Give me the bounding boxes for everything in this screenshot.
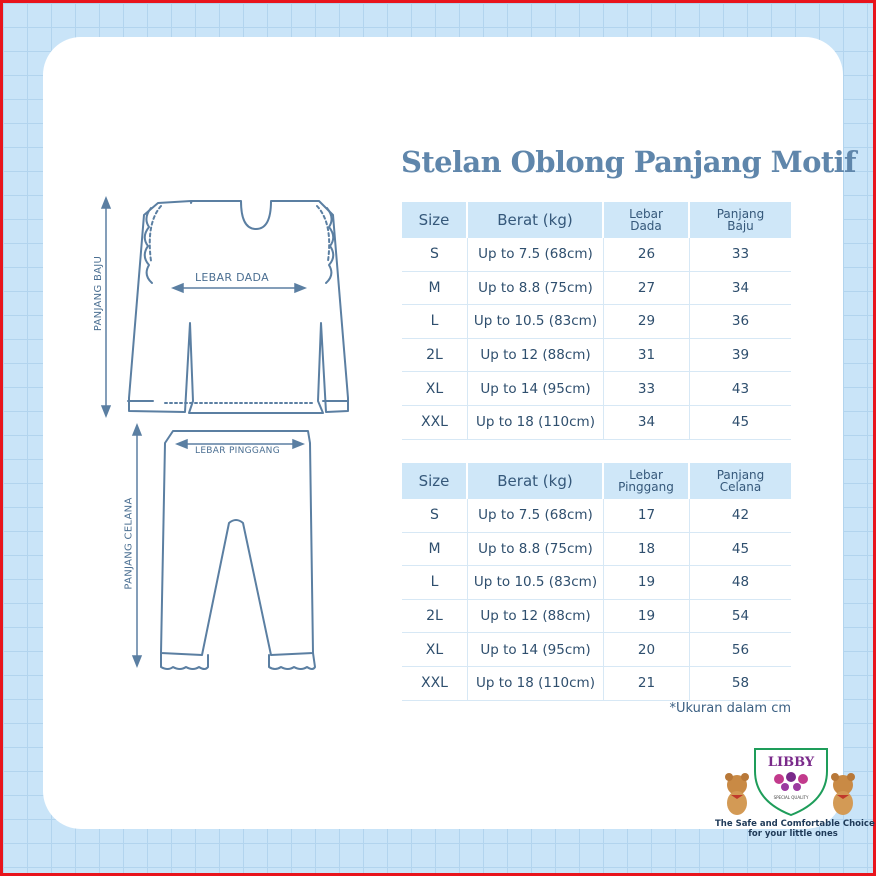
table-cell: 18 <box>604 533 690 567</box>
table-cell: 58 <box>690 667 791 701</box>
table-cell: 33 <box>604 372 690 406</box>
brand-name: LIBBY <box>767 755 815 770</box>
table-cell: 36 <box>690 305 791 339</box>
lebar-pinggang-label: LEBAR PINGGANG <box>195 446 280 456</box>
table-cell: Up to 7.5 (68cm) <box>468 499 604 533</box>
table-cell: 21 <box>604 667 690 701</box>
table-cell: 19 <box>604 600 690 634</box>
table-cell: 43 <box>690 372 791 406</box>
table-cell: S <box>402 499 468 533</box>
column-header: Lebar Dada <box>604 202 690 238</box>
unit-note: *Ukuran dalam cm <box>669 701 791 716</box>
pants-size-table <box>402 463 791 701</box>
table-cell: 33 <box>690 238 791 272</box>
table-cell: M <box>402 533 468 567</box>
table-row <box>402 372 791 406</box>
column-header: Panjang Baju <box>690 202 791 238</box>
table-header-row <box>402 463 791 499</box>
table-cell: Up to 14 (95cm) <box>468 372 604 406</box>
libby-logo-mark <box>715 743 871 819</box>
table-cell: Up to 12 (88cm) <box>468 600 604 634</box>
table-row <box>402 272 791 306</box>
table-cell: 17 <box>604 499 690 533</box>
table-row <box>402 406 791 440</box>
table-cell: Up to 18 (110cm) <box>468 667 604 701</box>
table-cell: Up to 18 (110cm) <box>468 406 604 440</box>
table-cell: 2L <box>402 339 468 373</box>
table-row <box>402 566 791 600</box>
table-cell: S <box>402 238 468 272</box>
panjang-baju-label: PANJANG BAJU <box>93 255 105 332</box>
table-cell: L <box>402 305 468 339</box>
table-cell: 34 <box>604 406 690 440</box>
table-cell: XXL <box>402 667 468 701</box>
table-cell: XL <box>402 372 468 406</box>
panjang-celana-label: PANJANG CELANA <box>123 497 135 590</box>
table-cell: Up to 8.8 (75cm) <box>468 272 604 306</box>
table-cell: Up to 10.5 (83cm) <box>468 566 604 600</box>
table-cell: 54 <box>690 600 791 634</box>
table-header-row <box>402 202 791 238</box>
table-cell: 27 <box>604 272 690 306</box>
table-cell: 39 <box>690 339 791 373</box>
table-row <box>402 305 791 339</box>
brand-tagline-2: for your little ones <box>748 829 838 839</box>
table-cell: Up to 7.5 (68cm) <box>468 238 604 272</box>
table-cell: 2L <box>402 600 468 634</box>
table-cell: XXL <box>402 406 468 440</box>
bear-right-icon <box>831 773 855 815</box>
table-cell: 42 <box>690 499 791 533</box>
lebar-dada-label: LEBAR DADA <box>195 271 269 284</box>
brand-logo <box>715 743 875 853</box>
table-cell: 29 <box>604 305 690 339</box>
table-cell: 34 <box>690 272 791 306</box>
table-cell: 45 <box>690 533 791 567</box>
column-header: Lebar Pinggang <box>604 463 690 499</box>
table-row <box>402 238 791 272</box>
table-cell: 45 <box>690 406 791 440</box>
table-cell: Up to 8.8 (75cm) <box>468 533 604 567</box>
column-header: Panjang Celana <box>690 463 791 499</box>
column-header: Size <box>402 463 468 499</box>
table-cell: Up to 12 (88cm) <box>468 339 604 373</box>
table-cell: Up to 10.5 (83cm) <box>468 305 604 339</box>
table-cell: 56 <box>690 633 791 667</box>
table-row <box>402 600 791 634</box>
table-cell: 19 <box>604 566 690 600</box>
table-cell: 31 <box>604 339 690 373</box>
table-row <box>402 633 791 667</box>
table-row <box>402 533 791 567</box>
shirt-size-table <box>402 202 791 440</box>
table-row <box>402 339 791 373</box>
table-row <box>402 667 791 701</box>
table-row <box>402 499 791 533</box>
table-cell: XL <box>402 633 468 667</box>
table-cell: 20 <box>604 633 690 667</box>
table-cell: M <box>402 272 468 306</box>
column-header: Size <box>402 202 468 238</box>
table-cell: 48 <box>690 566 791 600</box>
bear-left-icon <box>725 773 749 815</box>
page-title: Stelan Oblong Panjang Motif <box>401 145 856 179</box>
brand-tagline-1: The Safe and Comfortable Choice <box>715 819 875 829</box>
table-cell: L <box>402 566 468 600</box>
brand-subtext: SPECIAL QUALITY <box>773 795 809 800</box>
table-cell: 26 <box>604 238 690 272</box>
column-header: Berat (kg) <box>468 202 604 238</box>
table-cell: Up to 14 (95cm) <box>468 633 604 667</box>
column-header: Berat (kg) <box>468 463 604 499</box>
